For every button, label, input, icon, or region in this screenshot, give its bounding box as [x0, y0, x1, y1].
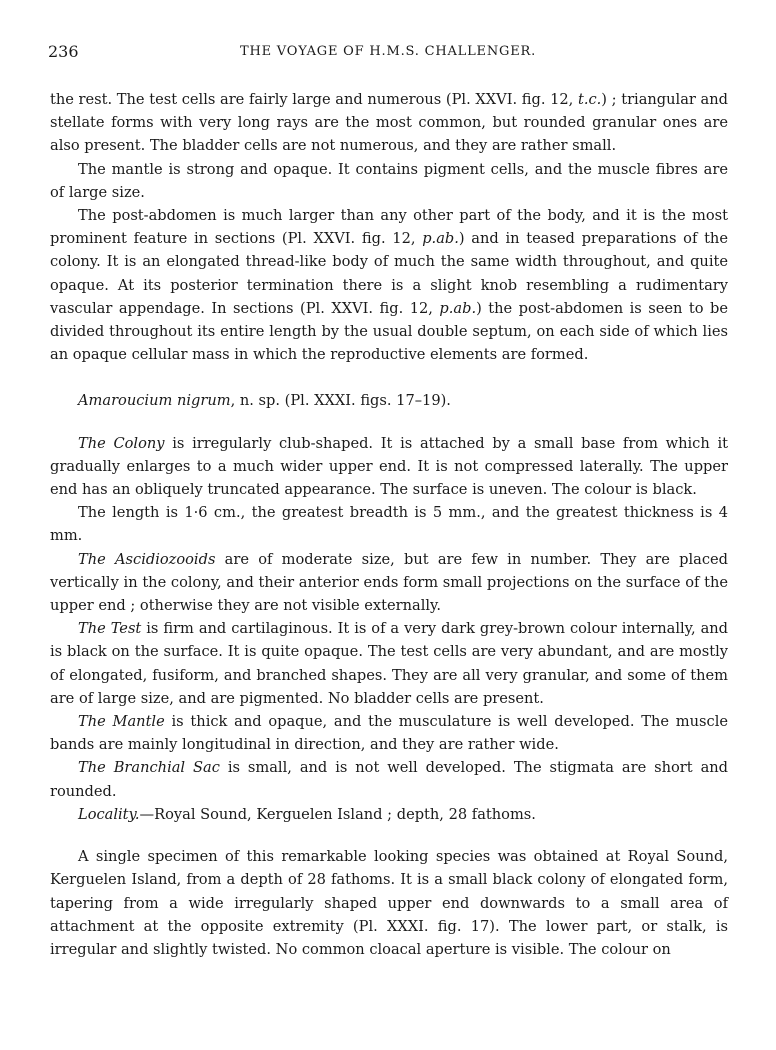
paragraph-mantle-description: The Mantle is thick and opaque, and the musculature is well developed. The muscle bands are mainly longitudinal in direction, and they are rather wide.	[50, 713, 729, 754]
paragraph-closing: A single specimen of this remarkable looking species was obtained at Royal Sound, Kerguelen Island, from a depth of 28 fathoms. It is a small black colony of elongated form, tapering from a wide irregularly shaped upper end downwards to a small area of attachment at the opposite extremity (Pl. XXXI. fig. 17). The lower part, or stalk, is irregular and slightly twisted. No common cloacal aperture is visible. The colour on	[50, 848, 728, 958]
paragraph-post-abdomen: The post-abdomen is much larger than any other part of the body, and it is the most prominent feature in sections (Pl. XXVI. fig. 12, p.ab.) and in teased preparations of the colony. It is an elongated thread-like body of much the same width throughout, and quite opaque. At its posterior termination there is a slight knob resembling a rudimentary vascular appendage. In sections (Pl. XXVI. fig. 12, p.ab.) the post-abdomen is seen to be divided throughout its entire length by the usual double septum, on each side of which lies an opaque cellular mass in which the reproductive elements are formed.	[50, 207, 728, 364]
paragraph-locality: Locality.—Royal Sound, Kerguelen Island ; depth, 28 fathoms.	[78, 805, 536, 823]
page-header	[48, 42, 728, 64]
body-text	[50, 88, 728, 961]
running-title: THE VOYAGE OF H.M.S. CHALLENGER.	[239, 44, 537, 59]
paragraph-ascidiozooids: The Ascidiozooids are of moderate size, but are few in number. They are placed vertically in the colony, and their anterior ends form small projections on the surface of the upper end ; otherwise they are not visible externally.	[50, 550, 728, 615]
spacer	[50, 826, 728, 845]
paragraph-dimensions: The length is 1·6 cm., the greatest breadth is 5 mm., and the greatest thickness is 4 mm.	[50, 504, 728, 545]
spacer	[50, 413, 728, 432]
paragraph-branchial-sac: The Branchial Sac is small, and is not well developed. The stigmata are short and rounded.	[50, 759, 729, 800]
spacer	[50, 366, 728, 389]
paragraph-mantle: The mantle is strong and opaque. It contains pigment cells, and the muscle fibres are of large size.	[50, 160, 728, 201]
paragraph-colony: The Colony is irregularly club-shaped. It is attached by a small base from which it gradually enlarges to a much wider upper end. It is not compressed laterally. The upper end has an obliquely truncated appearance. The surface is uneven. The colour is black.	[50, 434, 728, 499]
paragraph-test: The Test is firm and cartilaginous. It is of a very dark grey-brown colour internally, and is black on the surface. It is quite opaque. The test cells are very abundant, and are mostly of elongated, fusiform, and branched shapes. They are all very granular, and some of them are of large size, and are pigmented. No bladder cells are present.	[50, 620, 729, 707]
species-heading: Amaroucium nigrum, n. sp. (Pl. XXXI. figs. 17–19).	[78, 392, 451, 410]
page-number: 236	[48, 42, 79, 61]
paragraph-test-cells: the rest. The test cells are fairly large and numerous (Pl. XXVI. fig. 12, t.c.) ; triangular and stellate forms with very long rays are the most common, but rounded granular ones are also present. The bladder cells are not numerous, and they are rather small.	[50, 91, 728, 155]
